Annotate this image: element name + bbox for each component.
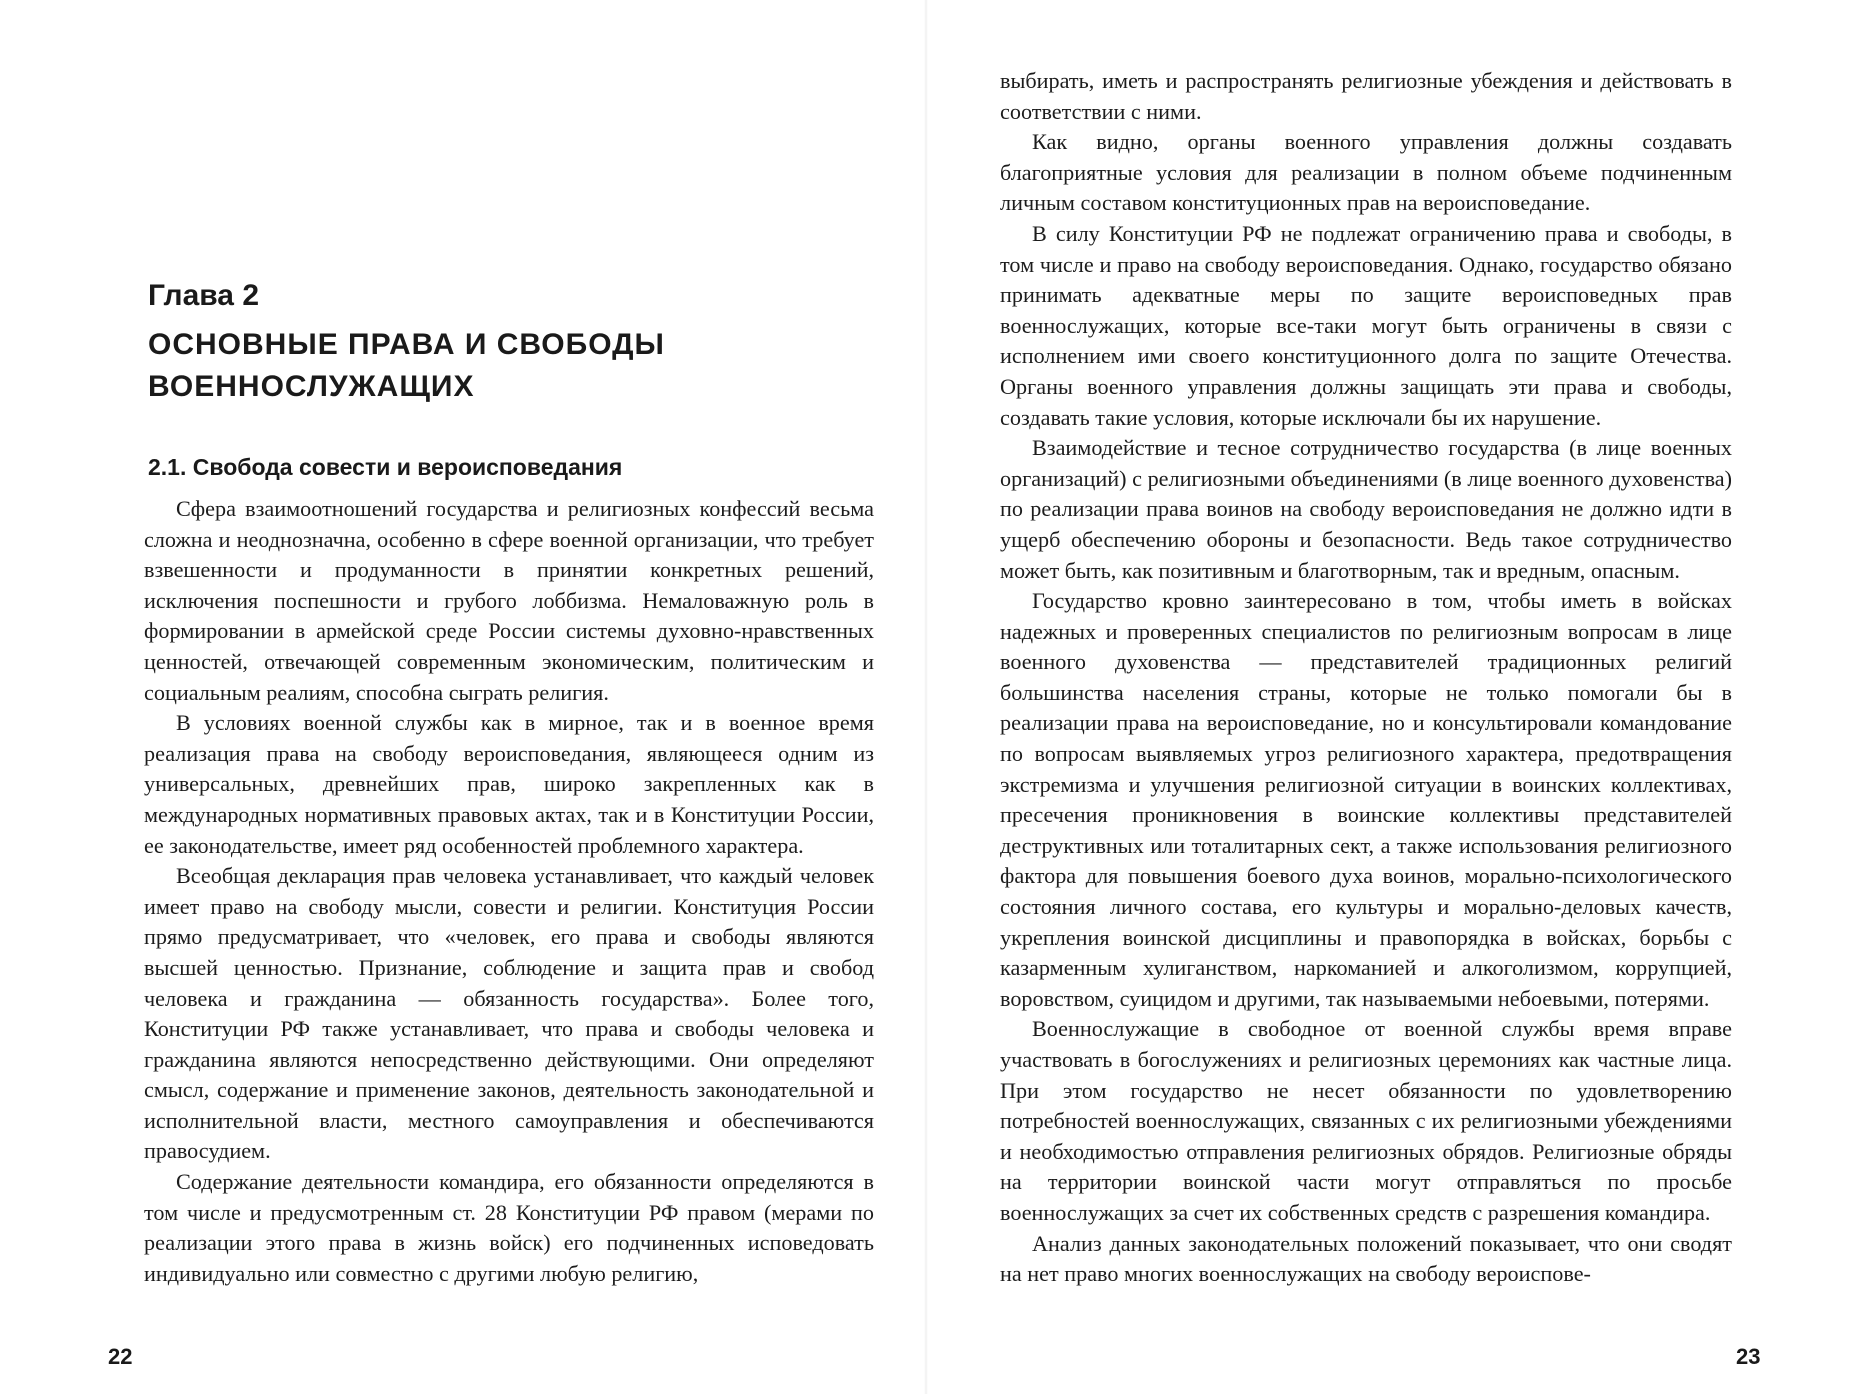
- right-page-body: [1000, 66, 1732, 1290]
- paragraph: Анализ данных законодательных положений показывает, что они сводят на нет право многих военнослужащих на свободу вероиспове-: [1000, 1230, 1732, 1287]
- paragraph: В условиях военной службы как в мирное, так и в военное время реализация права на свободу вероисповедания, являющееся одним из универсальных, древнейших прав, широко закрепленных как в международных нормативных правовых актах, так и в Конституции России, ее законодательстве, имеет ряд особенностей проблемного характера.: [144, 710, 874, 858]
- paragraph: Государство кровно заинтересовано в том, чтобы иметь в войсках надежных и проверенных специалистов по религиозным вопросам в лице военного духовенства — представителей традиционных религий большинства населения страны, которые не только помогали бы в реализации права на вероисповедание, но и консультировали командование по вопросам выявляемых угроз религиозного характера, предотвращения экстремизма и улучшения религиозной ситуации в воинских коллективах, пресечения проникновения в воинские коллективы представителей деструктивных или тоталитарных сект, а также использования религиозного фактора для повышения боевого духа воинов, морально-психологического состояния личного состава, его культуры и морально-деловых качеств, укрепления воинской дисциплины и правопорядка в войсках, борьбы с казарменным хулиганством, наркоманией и алкоголизмом, коррупцией, воровством, суицидом и другими, так называемыми небоевыми, потерями.: [1000, 588, 1732, 1011]
- chapter-title: ОСНОВНЫЕ ПРАВА И СВОБОДЫ ВОЕННОСЛУЖАЩИХ: [148, 328, 665, 403]
- paragraph: Сфера взаимоотношений государства и религиозных конфессий весьма сложна и неоднозначна, особенно в сфере военной организации, что требует взвешенности и продуманности в принятии конкретных решений, исключения поспешности и грубого лоббизма. Немаловажную роль в формировании в армейской среде России системы духовно-нравственных ценностей, отвечающей современным экономическим, политическим и социальным реалиям, способна сыграть религия.: [144, 496, 874, 705]
- right-page: [928, 0, 1852, 1394]
- paragraph: Всеобщая декларация прав человека устанавливает, что каждый человек имеет право на свободу мысли, совести и религии. Конституция России прямо предусматривает, что «человек, его права и свободы являются высшей ценностью. Признание, соблюдение и защита прав и свобод человека и гражданина — обязанность государства». Более того, Конституции РФ также устанавливает, что права и свободы человека и гражданина являются непосредственно действующими. Они определяют смысл, содержание и применение законов, деятельность законодательной и исполнительной власти, местного самоуправления и обеспечиваются правосудием.: [144, 863, 874, 1164]
- paragraph: Военнослужащие в свободное от военной службы время вправе участвовать в богослужениях и религиозных церемониях как частные лица. При этом государство не несет обязанности по удовлетворению потребностей военнослужащих, связанных с их религиозными убеждениями и необходимостью отправления религиозных обрядов. Религиозные обряды на территории воинской части могут отправляться по просьбе военнослужащих за счет их собственных средств с разрешения командира.: [1000, 1016, 1732, 1225]
- page-number-right: 23: [1736, 1344, 1761, 1369]
- section-title: 2.1. Свобода совести и вероисповедания: [148, 454, 623, 480]
- page-number-left: 22: [108, 1344, 133, 1369]
- left-page-body: [144, 494, 874, 1289]
- paragraph: Взаимодействие и тесное сотрудничество государства (в лице военных организаций) с религиозными объединениями (в лице военного духовенства) по реализации права воинов на свободу вероисповедания не должно идти в ущерб обеспечению обороны и безопасности. Ведь такое сотрудничество может быть, как позитивным и благотворным, так и вредным, опасным.: [1000, 435, 1732, 583]
- paragraph-continuation: выбирать, иметь и распространять религиозные убеждения и действовать в соответствии с ними.: [1000, 68, 1732, 124]
- paragraph: Как видно, органы военного управления должны создавать благоприятные условия для реализации в полном объеме подчиненным личным составом конституционных прав на вероисповедание.: [1000, 129, 1732, 216]
- left-page: [0, 0, 924, 1394]
- paragraph: В силу Конституции РФ не подлежат ограничению права и свободы, в том числе и право на свободу вероисповедания. Однако, государство обязано принимать адекватные меры по защите вероисповедных прав военнослужащих, которые все-таки могут быть ограничены в связи с исполнением ими своего конституционного долга по защите Отечества. Органы военного управления должны защищать эти права и свободы, создавать такие условия, которые исключали бы их нарушение.: [1000, 220, 1732, 430]
- chapter-label: Глава 2: [148, 279, 260, 312]
- paragraph: Содержание деятельности командира, его обязанности определяются в том числе и предусмотренным ст. 28 Конституции РФ правом (мерами по реализации этого права в жизнь войск) его подчиненных исповедовать индивидуально или совместно с другими любую религию,: [144, 1169, 874, 1286]
